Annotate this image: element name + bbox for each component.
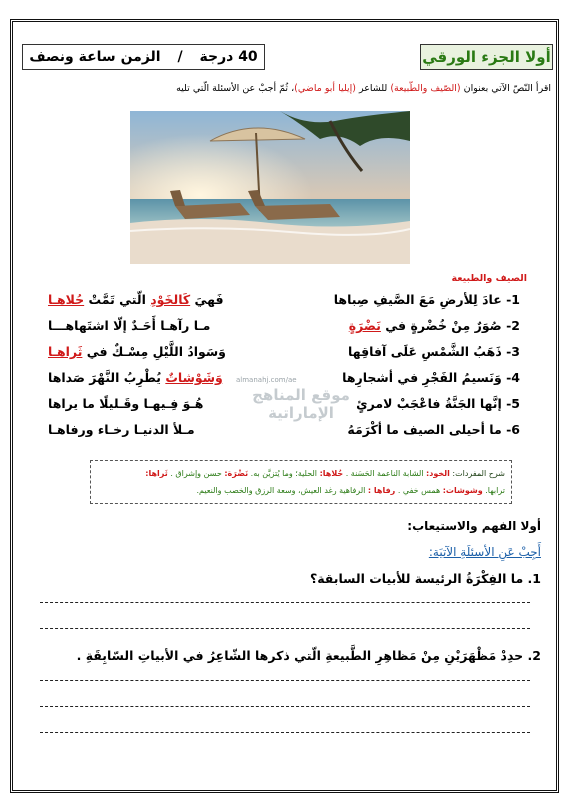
verse-first-half: 4- وَنَسيمُ الفَجْرِ في أشجارِها	[342, 370, 520, 385]
answer-line[interactable]	[40, 732, 530, 733]
verse-first-half	[349, 318, 520, 340]
verse-second-half: هُـوَ فِـيهـا وقَـليلًا ما يراها	[48, 396, 204, 411]
glossary-definition: الرفاهية رغد العيش، وسعة الرزق والخصب والنعيم.	[196, 486, 368, 495]
verse-first-half: 5- إنَّها الجَنَّةُ فاعْجَبْ لامرئٍ	[356, 396, 520, 411]
instruction-text: للشاعر	[355, 83, 391, 94]
glossary-word: وشوشات:	[442, 486, 483, 495]
verse-first-half: 3- ذَهَبُ الشَّمْسِ عَلَى آفاقِها	[348, 344, 520, 359]
separator: /	[177, 49, 183, 65]
verse-text: 2- صُوَرٌ مِنْ خُضْرةٍ في	[380, 318, 520, 333]
vocabulary-box	[90, 460, 512, 504]
verse-text: يُطْرِبُ النَّهْرَ صَداها	[48, 370, 166, 385]
exam-info-box	[22, 44, 265, 70]
answer-line[interactable]	[40, 680, 530, 681]
answer-instruction: أَجِبْ عَنِ الأسئلَةِ الآتيَة:	[428, 545, 541, 559]
glossary-definition: همس خفي .	[395, 486, 443, 495]
watermark-logo: موقع المناهج الإماراتية	[252, 386, 350, 422]
marks-label: 40 درجة	[199, 49, 258, 65]
poem-line	[48, 344, 520, 366]
glossary-label: شرح المفردات:	[449, 469, 505, 478]
glossary-definition: الشابة الناعمة الحَسَنة .	[343, 469, 427, 478]
highlighted-word: وَشَوْشاتٌ	[165, 370, 223, 385]
highlighted-word: كَالخَوْدِ	[150, 292, 191, 307]
instruction-text: اقرأ النّصّ الآتي بعنوان	[460, 83, 551, 94]
poet-name: (إيليا أبو ماضي)	[294, 83, 356, 94]
verse-first-half: 1- عادَ لِلأرضِ مَعَ الصَّيفِ صِباها	[333, 292, 520, 307]
glossary-definition: الحلية؛ وما يُتزيَّن به.	[248, 469, 320, 478]
glossary-word: رفاها :	[367, 486, 396, 495]
highlighted-word: ثَراهـا	[48, 344, 83, 359]
verse-text: وَسَوادُ اللَّيْلِ مِسْـكٌ في	[82, 344, 226, 359]
beach-umbrella-photo	[130, 111, 410, 264]
duration-label: الزمن ساعة ونصف	[29, 49, 161, 65]
verse-second-half	[48, 292, 224, 314]
verse-second-half: مـلأ الدنيـا رخـاء ورفاهـا	[48, 422, 195, 437]
section-title: أولا الجزء الورقي	[422, 48, 551, 66]
glossary-word: ثَراها:	[145, 469, 168, 478]
reading-instruction	[31, 83, 551, 94]
instruction-text: ، ثُمّ أجبْ عن الأسئلة الّتي تليه	[176, 83, 295, 94]
answer-line[interactable]	[40, 706, 530, 707]
comprehension-heading: أولا الفهم والاستيعاب:	[407, 519, 541, 533]
glossary-word: حُلاها:	[319, 469, 344, 478]
text-title: (الصّيف والطّبيعة)	[390, 83, 461, 94]
verse-text: الّتي تَمَّتْ	[84, 292, 151, 307]
verse-second-half	[48, 344, 226, 366]
poem-line	[48, 422, 520, 444]
glossary-definition: ترابها.	[482, 486, 505, 495]
poem-line	[48, 318, 520, 340]
answer-line[interactable]	[40, 628, 530, 629]
watermark-url: almanahj.com/ae	[236, 376, 297, 384]
verse-second-half: مـا رآهـا أَحَـدٌ إلّا اشتَهاهـــا	[48, 318, 211, 333]
glossary-definition: حسن وإشراق .	[167, 469, 225, 478]
verse-first-half: 6- ما أحيلى الصيف ما أكْرَمَهُ	[347, 422, 520, 437]
answer-line[interactable]	[40, 602, 530, 603]
glossary-word: الخود:	[426, 469, 450, 478]
highlighted-word: حُلاهـا	[48, 292, 85, 307]
section-title-box	[420, 44, 553, 70]
poem-line	[48, 292, 520, 314]
poem-title: الصيف والطبيعة	[451, 273, 527, 284]
highlighted-word: نَضْرَةٍ	[348, 318, 381, 333]
question-1: 1. ما الفِكْرَةُ الرئيسة للأبيات السابقة؟	[309, 571, 541, 586]
verse-second-half	[48, 370, 223, 392]
question-2: 2. حدِدْ مَظْهَرَيْنِ مِنْ مَظاهِرِ الطَّبيعةِ الّتي ذكرها الشّاعِرُ في الأبياتِ السّابِقَةِ .	[76, 648, 541, 663]
glossary-word: نَضْرَة:	[224, 469, 249, 478]
verse-text: فَهيَ	[190, 292, 224, 307]
